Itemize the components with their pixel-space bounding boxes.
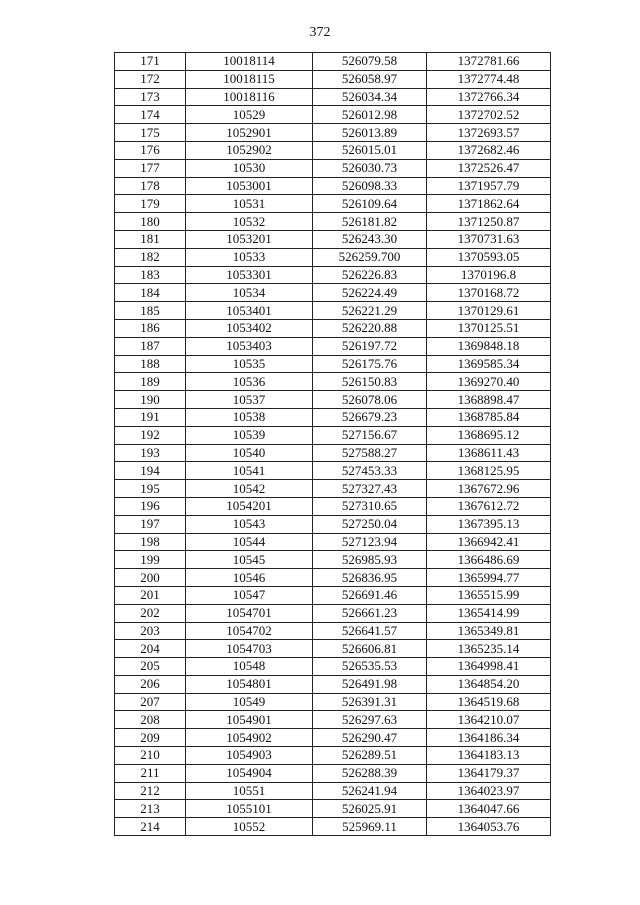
y-coordinate-cell: 1368898.47 (427, 391, 551, 409)
y-coordinate-cell: 1370129.61 (427, 302, 551, 320)
table-row (115, 302, 551, 320)
point-id-cell: 10548 (186, 658, 313, 676)
point-id-cell: 10551 (186, 782, 313, 800)
row-number-cell: 211 (115, 764, 186, 782)
y-coordinate-cell: 1364053.76 (427, 818, 551, 836)
x-coordinate-cell: 527250.04 (313, 515, 427, 533)
point-id-cell: 1053403 (186, 337, 313, 355)
row-number-cell: 206 (115, 675, 186, 693)
page-number: 372 (309, 25, 331, 40)
y-coordinate-cell: 1372781.66 (427, 53, 551, 71)
table-row (115, 53, 551, 71)
table-row (115, 248, 551, 266)
y-coordinate-cell: 1364023.97 (427, 782, 551, 800)
row-number-cell: 173 (115, 88, 186, 106)
x-coordinate-cell: 526691.46 (313, 586, 427, 604)
row-number-cell: 205 (115, 658, 186, 676)
x-coordinate-cell: 526197.72 (313, 337, 427, 355)
x-coordinate-cell: 526034.34 (313, 88, 427, 106)
x-coordinate-cell: 527327.43 (313, 480, 427, 498)
row-number-cell: 200 (115, 569, 186, 587)
table-row (115, 319, 551, 337)
row-number-cell: 171 (115, 53, 186, 71)
x-coordinate-cell: 526079.58 (313, 53, 427, 71)
table-row (115, 604, 551, 622)
point-id-cell: 10544 (186, 533, 313, 551)
table-row (115, 658, 551, 676)
point-id-cell: 1054904 (186, 764, 313, 782)
table-row (115, 124, 551, 142)
point-id-cell: 1054702 (186, 622, 313, 640)
point-id-cell: 10552 (186, 818, 313, 836)
point-id-cell: 10538 (186, 408, 313, 426)
row-number-cell: 181 (115, 230, 186, 248)
point-id-cell: 10537 (186, 391, 313, 409)
point-id-cell: 1055101 (186, 800, 313, 818)
point-id-cell: 10547 (186, 586, 313, 604)
x-coordinate-cell: 526606.81 (313, 640, 427, 658)
x-coordinate-cell: 526025.91 (313, 800, 427, 818)
row-number-cell: 209 (115, 729, 186, 747)
x-coordinate-cell: 526224.49 (313, 284, 427, 302)
row-number-cell: 180 (115, 213, 186, 231)
row-number-cell: 194 (115, 462, 186, 480)
table-row (115, 141, 551, 159)
table-row (115, 426, 551, 444)
y-coordinate-cell: 1368611.43 (427, 444, 551, 462)
y-coordinate-cell: 1367672.96 (427, 480, 551, 498)
point-id-cell: 10540 (186, 444, 313, 462)
y-coordinate-cell: 1372526.47 (427, 159, 551, 177)
row-number-cell: 210 (115, 747, 186, 765)
table-row (115, 177, 551, 195)
point-id-cell: 1054901 (186, 711, 313, 729)
point-id-cell: 10018114 (186, 53, 313, 71)
point-id-cell: 1054902 (186, 729, 313, 747)
x-coordinate-cell: 527453.33 (313, 462, 427, 480)
point-id-cell: 1054703 (186, 640, 313, 658)
x-coordinate-cell: 526221.29 (313, 302, 427, 320)
x-coordinate-cell: 526226.83 (313, 266, 427, 284)
table-row (115, 586, 551, 604)
table-row (115, 693, 551, 711)
point-id-cell: 10532 (186, 213, 313, 231)
x-coordinate-cell: 526175.76 (313, 355, 427, 373)
y-coordinate-cell: 1368695.12 (427, 426, 551, 444)
table-row (115, 800, 551, 818)
y-coordinate-cell: 1365414.99 (427, 604, 551, 622)
x-coordinate-cell: 526679.23 (313, 408, 427, 426)
point-id-cell: 1054201 (186, 497, 313, 515)
table-row (115, 355, 551, 373)
y-coordinate-cell: 1372682.46 (427, 141, 551, 159)
table-row (115, 195, 551, 213)
x-coordinate-cell: 527310.65 (313, 497, 427, 515)
row-number-cell: 177 (115, 159, 186, 177)
point-id-cell: 10536 (186, 373, 313, 391)
x-coordinate-cell: 526535.53 (313, 658, 427, 676)
x-coordinate-cell: 526012.98 (313, 106, 427, 124)
y-coordinate-cell: 1364179.37 (427, 764, 551, 782)
point-id-cell: 10543 (186, 515, 313, 533)
table-row (115, 444, 551, 462)
point-id-cell: 10534 (186, 284, 313, 302)
table-row (115, 462, 551, 480)
row-number-cell: 201 (115, 586, 186, 604)
y-coordinate-cell: 1370593.05 (427, 248, 551, 266)
row-number-cell: 188 (115, 355, 186, 373)
point-id-cell: 10541 (186, 462, 313, 480)
x-coordinate-cell: 526297.63 (313, 711, 427, 729)
row-number-cell: 204 (115, 640, 186, 658)
point-id-cell: 10549 (186, 693, 313, 711)
table-row (115, 159, 551, 177)
point-id-cell: 1052901 (186, 124, 313, 142)
x-coordinate-cell: 526109.64 (313, 195, 427, 213)
x-coordinate-cell: 526150.83 (313, 373, 427, 391)
table-row (115, 480, 551, 498)
y-coordinate-cell: 1365515.99 (427, 586, 551, 604)
x-coordinate-cell: 526015.01 (313, 141, 427, 159)
row-number-cell: 179 (115, 195, 186, 213)
table-row (115, 497, 551, 515)
table-row (115, 711, 551, 729)
point-id-cell: 10018115 (186, 70, 313, 88)
y-coordinate-cell: 1364047.66 (427, 800, 551, 818)
x-coordinate-cell: 527123.94 (313, 533, 427, 551)
row-number-cell: 172 (115, 70, 186, 88)
table-row (115, 337, 551, 355)
row-number-cell: 199 (115, 551, 186, 569)
row-number-cell: 190 (115, 391, 186, 409)
y-coordinate-cell: 1367395.13 (427, 515, 551, 533)
x-coordinate-cell: 526259.700 (313, 248, 427, 266)
y-coordinate-cell: 1369848.18 (427, 337, 551, 355)
table-row (115, 230, 551, 248)
x-coordinate-cell: 526288.39 (313, 764, 427, 782)
row-number-cell: 178 (115, 177, 186, 195)
point-id-cell: 1053301 (186, 266, 313, 284)
x-coordinate-cell: 526836.95 (313, 569, 427, 587)
y-coordinate-cell: 1372774.48 (427, 70, 551, 88)
point-id-cell: 10535 (186, 355, 313, 373)
table-row (115, 213, 551, 231)
x-coordinate-cell: 527588.27 (313, 444, 427, 462)
y-coordinate-cell: 1364186.34 (427, 729, 551, 747)
row-number-cell: 174 (115, 106, 186, 124)
x-coordinate-cell: 526241.94 (313, 782, 427, 800)
point-id-cell: 1053201 (186, 230, 313, 248)
row-number-cell: 183 (115, 266, 186, 284)
row-number-cell: 207 (115, 693, 186, 711)
x-coordinate-cell: 526220.88 (313, 319, 427, 337)
y-coordinate-cell: 1370196.8 (427, 266, 551, 284)
row-number-cell: 191 (115, 408, 186, 426)
y-coordinate-cell: 1371862.64 (427, 195, 551, 213)
y-coordinate-cell: 1365349.81 (427, 622, 551, 640)
point-id-cell: 10539 (186, 426, 313, 444)
table-row (115, 515, 551, 533)
point-id-cell: 1052902 (186, 141, 313, 159)
x-coordinate-cell: 526641.57 (313, 622, 427, 640)
table-row (115, 569, 551, 587)
table-row (115, 88, 551, 106)
point-id-cell: 10529 (186, 106, 313, 124)
y-coordinate-cell: 1372766.34 (427, 88, 551, 106)
point-id-cell: 10545 (186, 551, 313, 569)
x-coordinate-cell: 526289.51 (313, 747, 427, 765)
row-number-cell: 185 (115, 302, 186, 320)
coordinate-table-body (115, 53, 551, 836)
y-coordinate-cell: 1370731.63 (427, 230, 551, 248)
point-id-cell: 10530 (186, 159, 313, 177)
y-coordinate-cell: 1364854.20 (427, 675, 551, 693)
x-coordinate-cell: 527156.67 (313, 426, 427, 444)
point-id-cell: 10018116 (186, 88, 313, 106)
x-coordinate-cell: 526078.06 (313, 391, 427, 409)
y-coordinate-cell: 1372693.57 (427, 124, 551, 142)
table-row (115, 391, 551, 409)
table-row (115, 373, 551, 391)
y-coordinate-cell: 1364210.07 (427, 711, 551, 729)
point-id-cell: 1054701 (186, 604, 313, 622)
row-number-cell: 193 (115, 444, 186, 462)
row-number-cell: 196 (115, 497, 186, 515)
table-row (115, 675, 551, 693)
coordinate-table (114, 52, 551, 836)
y-coordinate-cell: 1366486.69 (427, 551, 551, 569)
point-id-cell: 1053402 (186, 319, 313, 337)
x-coordinate-cell: 526391.31 (313, 693, 427, 711)
row-number-cell: 176 (115, 141, 186, 159)
row-number-cell: 208 (115, 711, 186, 729)
y-coordinate-cell: 1369585.34 (427, 355, 551, 373)
table-row (115, 729, 551, 747)
y-coordinate-cell: 1369270.40 (427, 373, 551, 391)
row-number-cell: 175 (115, 124, 186, 142)
row-number-cell: 203 (115, 622, 186, 640)
row-number-cell: 212 (115, 782, 186, 800)
x-coordinate-cell: 526013.89 (313, 124, 427, 142)
row-number-cell: 189 (115, 373, 186, 391)
table-row (115, 640, 551, 658)
x-coordinate-cell: 526290.47 (313, 729, 427, 747)
row-number-cell: 192 (115, 426, 186, 444)
y-coordinate-cell: 1366942.41 (427, 533, 551, 551)
y-coordinate-cell: 1365994.77 (427, 569, 551, 587)
y-coordinate-cell: 1364183.13 (427, 747, 551, 765)
point-id-cell: 1054903 (186, 747, 313, 765)
point-id-cell: 10546 (186, 569, 313, 587)
table-row (115, 266, 551, 284)
row-number-cell: 187 (115, 337, 186, 355)
table-row (115, 782, 551, 800)
row-number-cell: 198 (115, 533, 186, 551)
table-row (115, 551, 551, 569)
table-row (115, 408, 551, 426)
row-number-cell: 213 (115, 800, 186, 818)
row-number-cell: 195 (115, 480, 186, 498)
x-coordinate-cell: 526030.73 (313, 159, 427, 177)
x-coordinate-cell: 525969.11 (313, 818, 427, 836)
x-coordinate-cell: 526491.98 (313, 675, 427, 693)
table-row (115, 622, 551, 640)
y-coordinate-cell: 1364998.41 (427, 658, 551, 676)
table-row (115, 70, 551, 88)
y-coordinate-cell: 1372702.52 (427, 106, 551, 124)
row-number-cell: 186 (115, 319, 186, 337)
row-number-cell: 202 (115, 604, 186, 622)
table-row (115, 747, 551, 765)
y-coordinate-cell: 1371957.79 (427, 177, 551, 195)
point-id-cell: 10533 (186, 248, 313, 266)
table-row (115, 764, 551, 782)
table-row (115, 106, 551, 124)
point-id-cell: 1053401 (186, 302, 313, 320)
y-coordinate-cell: 1371250.87 (427, 213, 551, 231)
x-coordinate-cell: 526985.93 (313, 551, 427, 569)
table-row (115, 818, 551, 836)
point-id-cell: 10542 (186, 480, 313, 498)
row-number-cell: 197 (115, 515, 186, 533)
row-number-cell: 214 (115, 818, 186, 836)
row-number-cell: 184 (115, 284, 186, 302)
y-coordinate-cell: 1364519.68 (427, 693, 551, 711)
x-coordinate-cell: 526098.33 (313, 177, 427, 195)
point-id-cell: 10531 (186, 195, 313, 213)
y-coordinate-cell: 1365235.14 (427, 640, 551, 658)
x-coordinate-cell: 526058.97 (313, 70, 427, 88)
table-row (115, 284, 551, 302)
x-coordinate-cell: 526243.30 (313, 230, 427, 248)
y-coordinate-cell: 1368785.84 (427, 408, 551, 426)
x-coordinate-cell: 526661.23 (313, 604, 427, 622)
x-coordinate-cell: 526181.82 (313, 213, 427, 231)
y-coordinate-cell: 1368125.95 (427, 462, 551, 480)
point-id-cell: 1053001 (186, 177, 313, 195)
point-id-cell: 1054801 (186, 675, 313, 693)
row-number-cell: 182 (115, 248, 186, 266)
y-coordinate-cell: 1367612.72 (427, 497, 551, 515)
table-row (115, 533, 551, 551)
y-coordinate-cell: 1370125.51 (427, 319, 551, 337)
y-coordinate-cell: 1370168.72 (427, 284, 551, 302)
